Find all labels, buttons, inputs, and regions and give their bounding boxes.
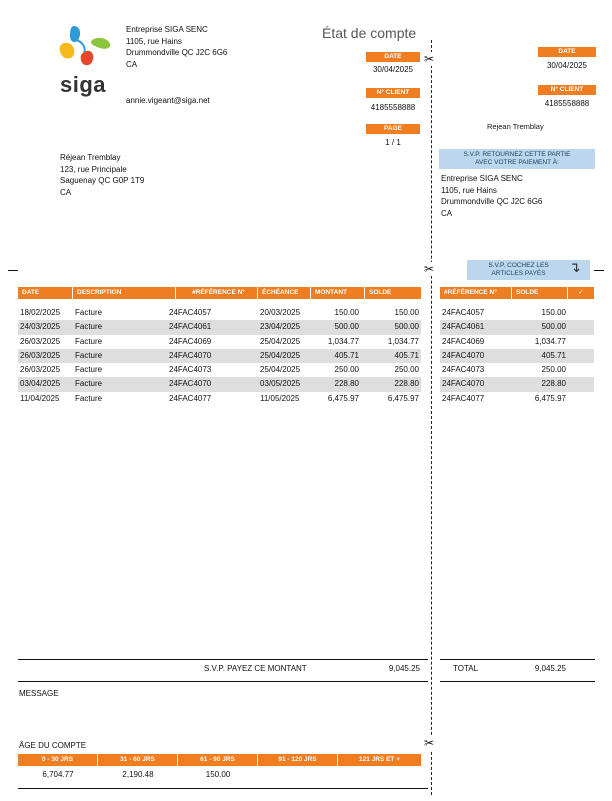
- cell-balance: 228.80: [394, 379, 419, 389]
- customer-country: CA: [60, 187, 72, 197]
- cut-mark-left: [8, 270, 18, 271]
- cell-due: 25/04/2025: [260, 336, 301, 346]
- aging-value-0-30: 6,704.77: [42, 770, 74, 779]
- message-label: MESSAGE: [19, 689, 59, 698]
- aging-value-121-plus: [338, 766, 421, 784]
- cell-description: Facture: [75, 379, 103, 389]
- table-row: [18, 363, 421, 377]
- remit-total-amount: 9,045.25: [534, 664, 566, 673]
- remit-cell-ref: 24FAC4070: [442, 379, 485, 389]
- remit-cell-ref: 24FAC4069: [442, 336, 485, 346]
- aging-header: [18, 754, 421, 766]
- return-instructions: [439, 149, 595, 169]
- cell-balance: 1,034.77: [387, 336, 419, 346]
- cell-balance: 6,475.97: [387, 393, 419, 403]
- statement-table: [18, 287, 421, 406]
- aging-value-61-90: 150.00: [205, 770, 231, 779]
- aging-table: [18, 754, 421, 784]
- customer-city: Saguenay QC G0P 1T9: [60, 176, 145, 185]
- company-street: 1105, rue Hains: [126, 36, 182, 46]
- aging-col-121-plus: 121 JRS ET +: [338, 754, 421, 766]
- cell-description: Facture: [75, 393, 103, 403]
- cell-amount: 500.00: [334, 322, 359, 332]
- cell-due: 20/03/2025: [260, 308, 301, 317]
- remit-date-label: DATE: [538, 47, 596, 57]
- remit-cell-ref: 24FAC4073: [442, 365, 485, 375]
- remit-cell-ref: 24FAC4077: [442, 393, 485, 403]
- remit-total-rule-top: [440, 659, 595, 660]
- col-balance: SOLDE: [365, 287, 421, 299]
- scissors-icon: ✂: [424, 52, 435, 66]
- remit-cell-balance: 228.80: [541, 379, 566, 389]
- statement-table-header: [18, 287, 421, 299]
- table-row: [18, 306, 421, 320]
- date-label: DATE: [366, 52, 420, 62]
- remit-cell-balance: 150.00: [541, 308, 566, 317]
- siga-logo-text: siga: [60, 72, 107, 97]
- cell-date: 26/03/2025: [20, 365, 61, 375]
- aging-value-91-120: [258, 766, 338, 784]
- page-label: PAGE: [366, 124, 420, 134]
- cell-ref: 24FAC4077: [169, 393, 212, 403]
- siga-logo-mark: [56, 22, 116, 72]
- table-row: [18, 320, 421, 334]
- cut-mark-right: [594, 270, 604, 271]
- remit-cell-balance: 1,034.77: [534, 336, 566, 346]
- cell-ref: 24FAC4057: [169, 308, 212, 317]
- cell-due: 23/04/2025: [260, 322, 301, 332]
- arrow-down-icon: ↴: [569, 259, 581, 275]
- cell-date: 26/03/2025: [20, 336, 61, 346]
- cell-balance: 250.00: [394, 365, 419, 375]
- remit-customer-name: Rejean Tremblay: [487, 122, 544, 131]
- cell-date: 03/04/2025: [20, 379, 61, 389]
- table-row: [18, 377, 421, 391]
- cell-description: Facture: [75, 365, 103, 375]
- company-name: Entreprise SIGA SENC: [126, 25, 208, 34]
- cell-date: 26/03/2025: [20, 350, 61, 360]
- remit-company-country: CA: [441, 208, 453, 218]
- company-city: Drummondville QC J2C 6G6: [126, 48, 228, 57]
- remit-company-city: Drummondville QC J2C 6G6: [441, 197, 543, 206]
- client-label: N° CLIENT: [366, 88, 420, 98]
- cut-line: [431, 40, 432, 795]
- scissors-icon: ✂: [424, 262, 435, 276]
- cell-amount: 250.00: [334, 365, 359, 375]
- table-row: [18, 335, 421, 349]
- cell-amount: 1,034.77: [327, 336, 359, 346]
- cell-amount: 228.80: [334, 379, 359, 389]
- remit-cell-ref: 24FAC4070: [442, 350, 485, 360]
- cell-balance: 405.71: [394, 350, 419, 360]
- remit-col-balance: SOLDE: [512, 287, 568, 299]
- total-rule-top: [18, 659, 428, 660]
- remit-row[interactable]: [440, 320, 594, 334]
- cell-description: Facture: [75, 308, 103, 317]
- scissors-icon: ✂: [424, 736, 435, 750]
- check-line1: S.V.P. COCHEZ LES: [488, 262, 549, 269]
- remit-company-address: [441, 173, 542, 219]
- cell-due: 11/05/2025: [260, 393, 300, 403]
- remit-total-rule-bottom: [440, 681, 595, 682]
- customer-street: 123, rue Principale: [60, 164, 127, 174]
- cell-due: 03/05/2025: [260, 379, 301, 389]
- total-rule-bottom: [18, 681, 428, 682]
- remit-table-header: [440, 287, 594, 299]
- company-country: CA: [126, 59, 138, 69]
- return-line2: AVEC VOTRE PAIEMENT À:: [475, 159, 559, 166]
- remit-cell-balance: 405.71: [541, 350, 566, 360]
- company-email[interactable]: annie.vigeant@siga.net: [126, 96, 210, 105]
- remit-cell-ref: 24FAC4057: [442, 308, 485, 317]
- remit-col-ref: #RÉFÉRENCE N°: [440, 287, 512, 299]
- cell-date: 24/03/2025: [20, 322, 61, 332]
- remit-row[interactable]: [440, 335, 594, 349]
- remit-cell-balance: 500.00: [541, 322, 566, 332]
- cell-ref: 24FAC4070: [169, 350, 212, 360]
- cell-due: 25/04/2025: [260, 365, 301, 375]
- aging-col-61-90: 61 - 90 JRS: [178, 754, 258, 766]
- cell-balance: 500.00: [394, 322, 419, 332]
- pay-label: S.V.P. PAYEZ CE MONTANT: [204, 664, 307, 673]
- cell-amount: 6,475.97: [327, 393, 359, 403]
- cell-balance: 150.00: [394, 308, 419, 317]
- remit-row[interactable]: [440, 377, 594, 391]
- cell-ref: 24FAC4069: [169, 336, 212, 346]
- page-value: 1 / 1: [385, 138, 401, 147]
- remit-company-name: Entreprise SIGA SENC: [441, 174, 523, 183]
- date-value: 30/04/2025: [372, 65, 414, 74]
- remit-cell-balance: 6,475.97: [534, 393, 566, 403]
- col-ref: #RÉFÉRENCE N°: [176, 287, 258, 299]
- remit-row[interactable]: [440, 349, 594, 363]
- remit-client-value: 4185558888: [544, 99, 590, 108]
- customer-address: [60, 152, 144, 198]
- aging-col-0-30: 0 - 30 JRS: [18, 754, 98, 766]
- remit-date-value: 30/04/2025: [546, 61, 588, 70]
- remit-company-street: 1105, rue Hains: [441, 185, 497, 195]
- col-description: DESCRIPTION: [73, 287, 176, 299]
- remit-cell-ref: 24FAC4061: [442, 322, 485, 332]
- remit-row[interactable]: [440, 392, 594, 406]
- remit-cell-balance: 250.00: [541, 365, 566, 375]
- aging-values: [18, 766, 421, 784]
- siga-logo: [56, 22, 116, 96]
- customer-name: Réjean Tremblay: [60, 153, 121, 162]
- remit-row[interactable]: [440, 306, 594, 320]
- col-amount: MONTANT: [311, 287, 365, 299]
- col-due: ÉCHÉANCE: [258, 287, 311, 299]
- cell-due: 25/04/2025: [260, 350, 301, 360]
- statement-rows: [18, 306, 421, 406]
- page-title: État de compte: [322, 25, 417, 41]
- check-icon: ✓: [568, 287, 594, 299]
- cell-ref: 24FAC4070: [169, 379, 212, 389]
- aging-col-91-120: 91 - 120 JRS: [258, 754, 338, 766]
- remit-table: [440, 287, 594, 406]
- client-value: 4185558888: [370, 103, 416, 112]
- aging-value-31-60: 2,190.48: [122, 770, 154, 779]
- aging-col-31-60: 31 - 60 JRS: [98, 754, 178, 766]
- table-row: [18, 392, 421, 406]
- cell-description: Facture: [75, 336, 103, 346]
- company-address: [126, 24, 227, 70]
- remit-client-label: N° CLIENT: [538, 85, 596, 95]
- cell-amount: 405.71: [334, 350, 359, 360]
- cell-description: Facture: [75, 350, 103, 360]
- cell-ref: 24FAC4061: [169, 322, 212, 332]
- pay-amount: 9,045.25: [388, 664, 420, 673]
- cell-ref: 24FAC4073: [169, 365, 212, 375]
- cell-date: 11/04/2025: [20, 393, 60, 403]
- check-line2: ARTICLES PAYÉS: [491, 270, 546, 277]
- aging-title: ÂGE DU COMPTE: [19, 741, 87, 750]
- cell-description: Facture: [75, 322, 103, 332]
- aging-rule-bottom: [18, 788, 428, 789]
- remit-row[interactable]: [440, 363, 594, 377]
- remit-total-label: TOTAL: [453, 664, 479, 673]
- cell-date: 18/02/2025: [20, 308, 61, 317]
- cell-amount: 150.00: [334, 308, 359, 317]
- return-line1: S.V.P. RETOURNEZ CETTE PARTIE: [463, 151, 571, 158]
- table-row: [18, 349, 421, 363]
- col-date: DATE: [18, 287, 73, 299]
